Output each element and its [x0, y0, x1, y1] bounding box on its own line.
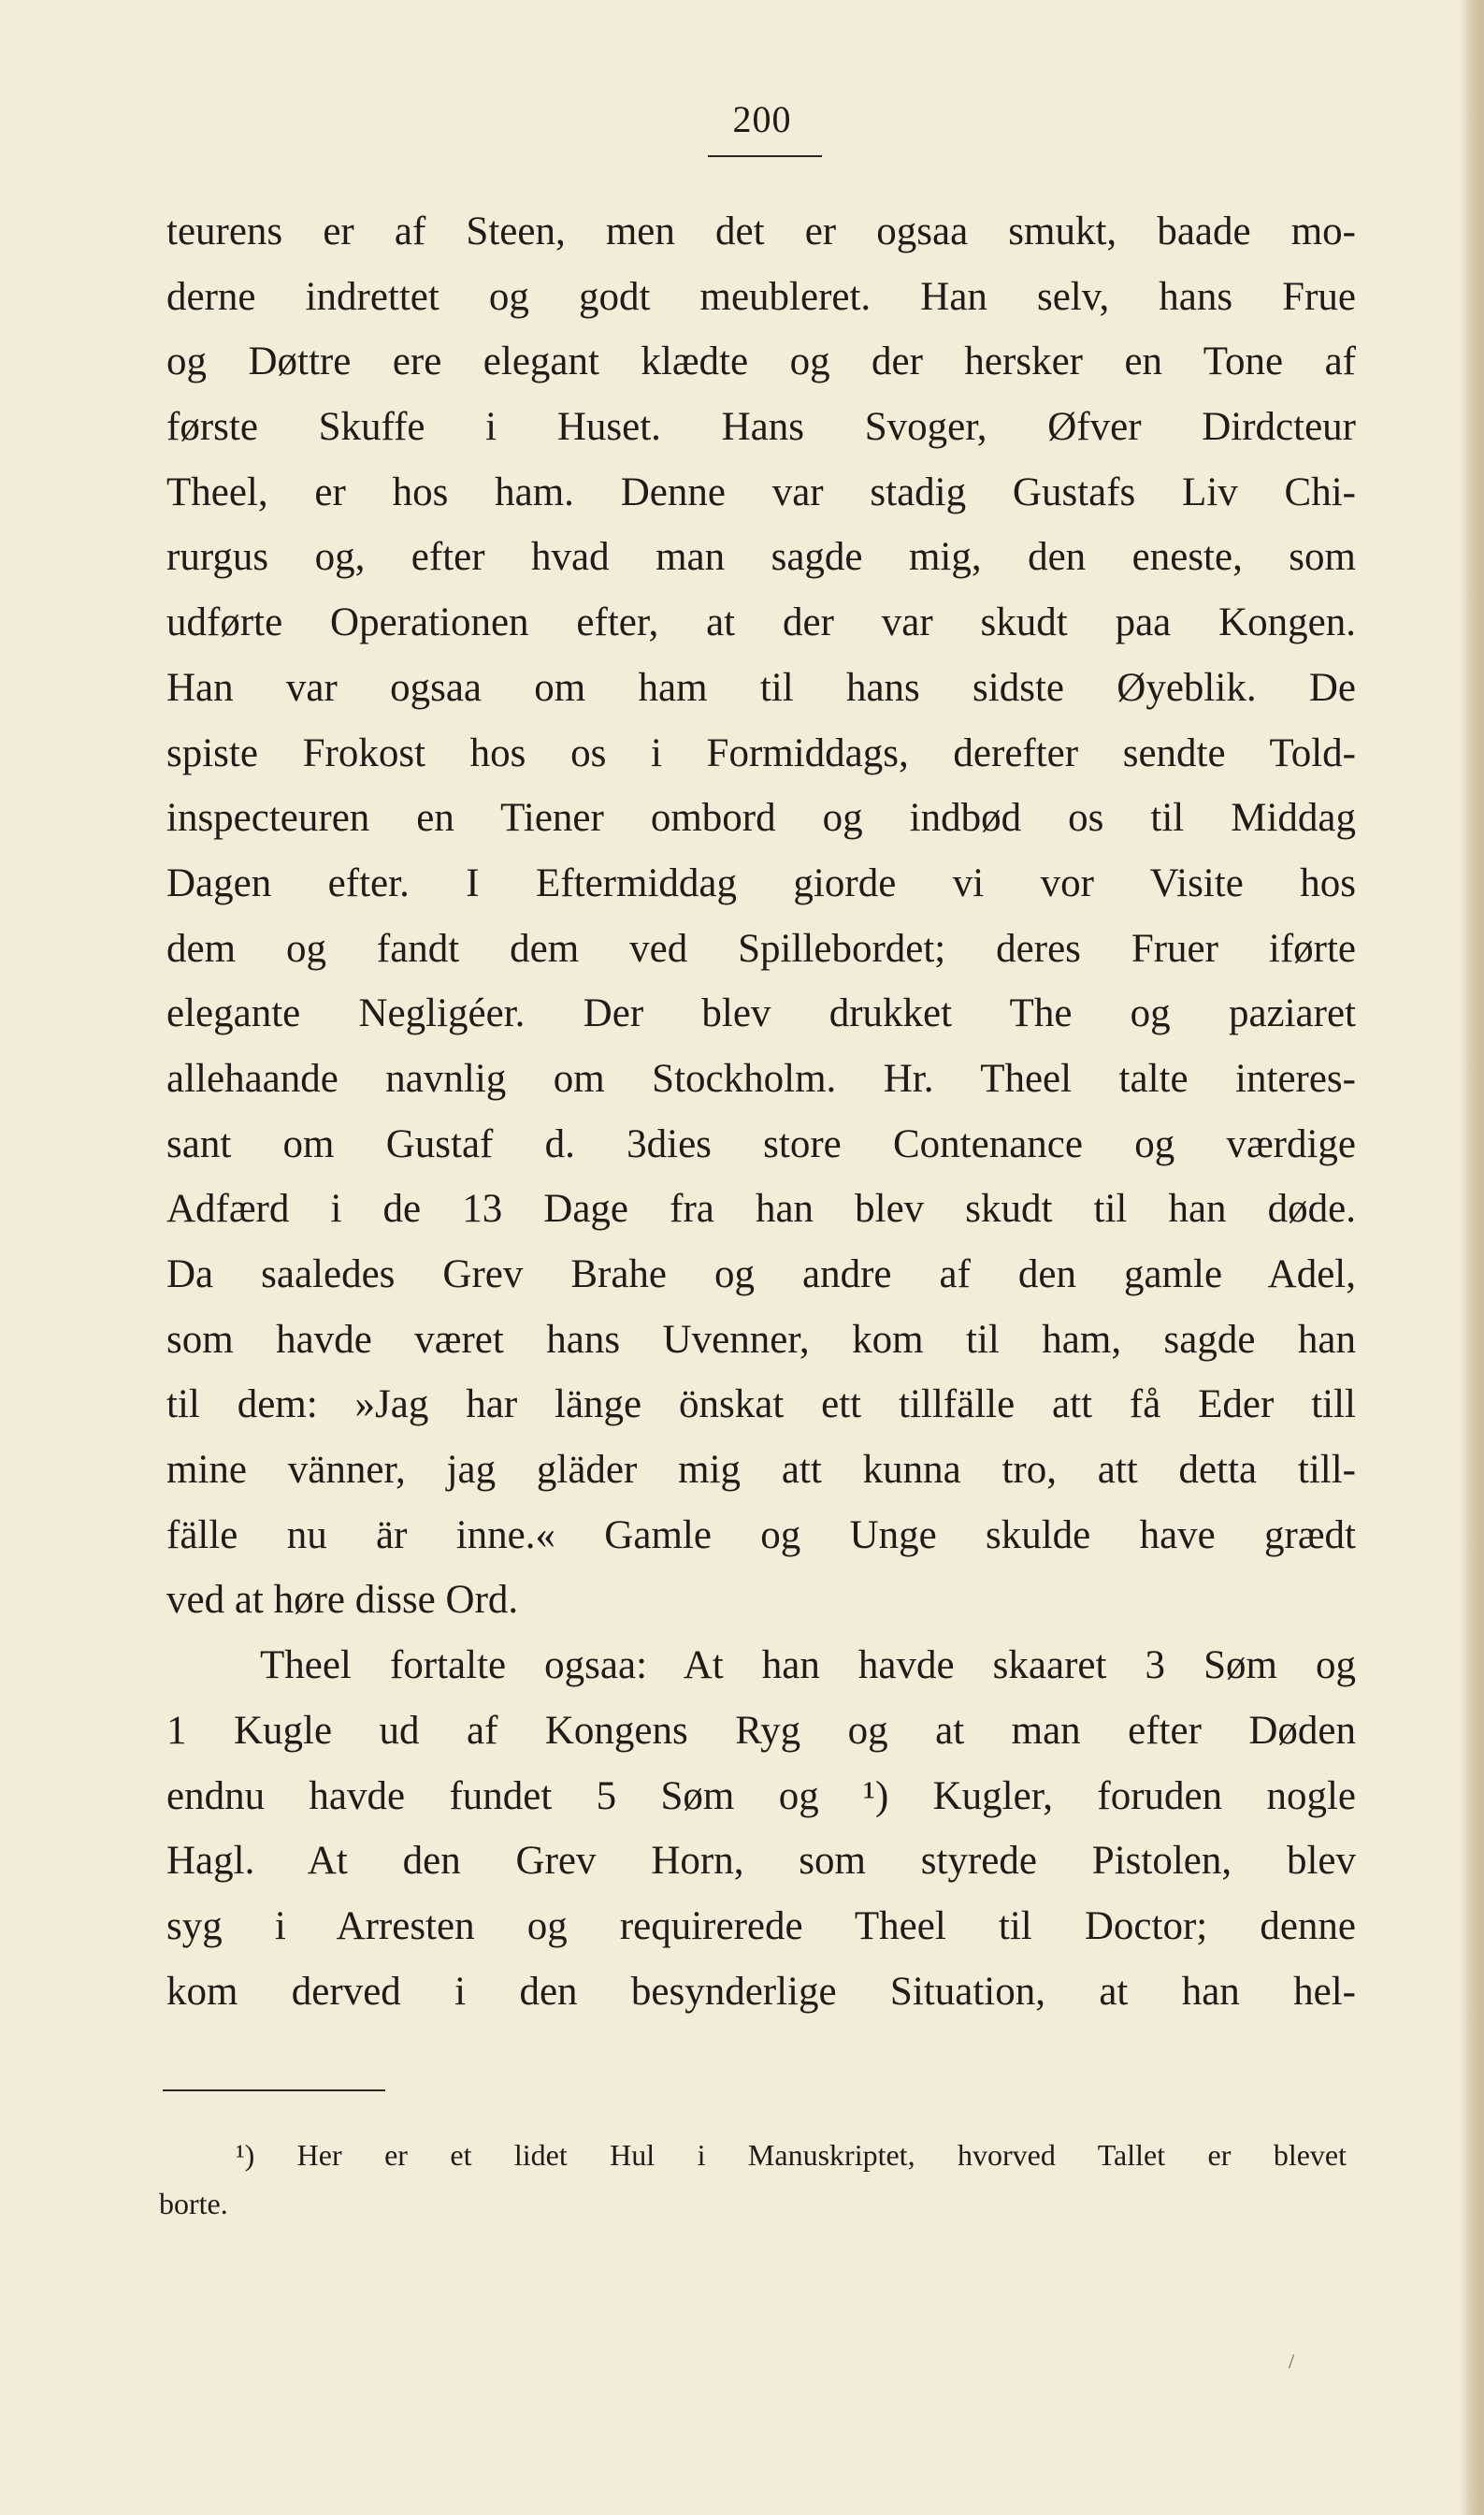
paragraph-end-line: ved at høre disse Ord. [166, 1578, 519, 1623]
page-number-rule [708, 155, 822, 157]
paragraph-start-line: Theel fortalte ogsaa: At han havde skaaret 3 Søm og [260, 1643, 1356, 1688]
margin-mark: / [1289, 2349, 1295, 2373]
text-line: syg i Arresten og requirerede Theel til Doctor; denne [166, 1903, 1356, 1948]
text-line: derne indrettet og godt meubleret. Han selv, hans Frue [166, 274, 1356, 319]
text-line: inspecteuren en Tiener ombord og indbød os til Middag [166, 796, 1356, 841]
footnote [159, 2131, 1347, 2228]
text-line: Hagl. At den Grev Horn, som styrede Pistolen, blev [166, 1839, 1356, 1884]
text-line: første Skuffe i Huset. Hans Svoger, Øfver Dirdcteur [166, 405, 1356, 450]
text-line: kom derved i den besynderlige Situation, at han hel- [166, 1969, 1356, 2014]
body-text [166, 199, 1356, 2024]
text-line: allehaande navnlig om Stockholm. Hr. Theel talte interes- [166, 1056, 1356, 1101]
footnote-separator [163, 2089, 385, 2091]
text-line: Han var ogsaa om ham til hans sidste Øyeblik. De [166, 665, 1356, 710]
footnote-line: borte. [159, 2187, 228, 2220]
footnote-line: ¹) Her er et lidet Hul i Manuskriptet, hvorved Tallet er blevet [236, 2138, 1347, 2172]
text-line: spiste Frokost hos os i Formiddags, derefter sendte Told- [166, 730, 1356, 775]
text-line: Theel, er hos ham. Denne var stadig Gustafs Liv Chi- [166, 470, 1356, 514]
text-line: mine vänner, jag gläder mig att kunna tro, att detta till- [166, 1448, 1356, 1493]
text-line: fälle nu är inne.« Gamle og Unge skulde have grædt [166, 1512, 1356, 1557]
text-line: teurens er af Steen, men det er ogsaa smukt, baade mo- [166, 210, 1356, 253]
text-line: Dagen efter. I Eftermiddag giorde vi vor Visite hos [166, 860, 1356, 905]
text-line: elegante Negligéer. Der blev drukket The og paziaret [166, 991, 1356, 1036]
text-line: dem og fandt dem ved Spillebordet; deres Fruer iførte [166, 926, 1356, 971]
text-line: og Døttre ere elegant klædte og der hersker en Tone af [166, 340, 1356, 384]
text-line: udførte Operationen efter, at der var skudt paa Kongen. [166, 600, 1356, 645]
text-line: 1 Kugle ud af Kongens Ryg og at man efter Døden [166, 1708, 1356, 1753]
page-number: 200 [732, 98, 792, 140]
text-line: sant om Gustaf d. 3dies store Contenance og værdige [166, 1121, 1356, 1166]
page-edge-shadow [1460, 0, 1484, 2515]
text-line: som havde været hans Uvenner, kom til ham, sagde han [166, 1317, 1356, 1362]
text-line: rurgus og, efter hvad man sagde mig, den eneste, som [166, 535, 1356, 580]
text-line: til dem: »Jag har länge önskat ett tillfälle att få Eder till [166, 1382, 1356, 1427]
text-line: Adfærd i de 13 Dage fra han blev skudt til han døde. [166, 1187, 1356, 1232]
text-line: endnu havde fundet 5 Søm og ¹) Kugler, foruden nogle [166, 1773, 1356, 1818]
text-line: Da saaledes Grev Brahe og andre af den gamle Adel, [166, 1252, 1356, 1296]
